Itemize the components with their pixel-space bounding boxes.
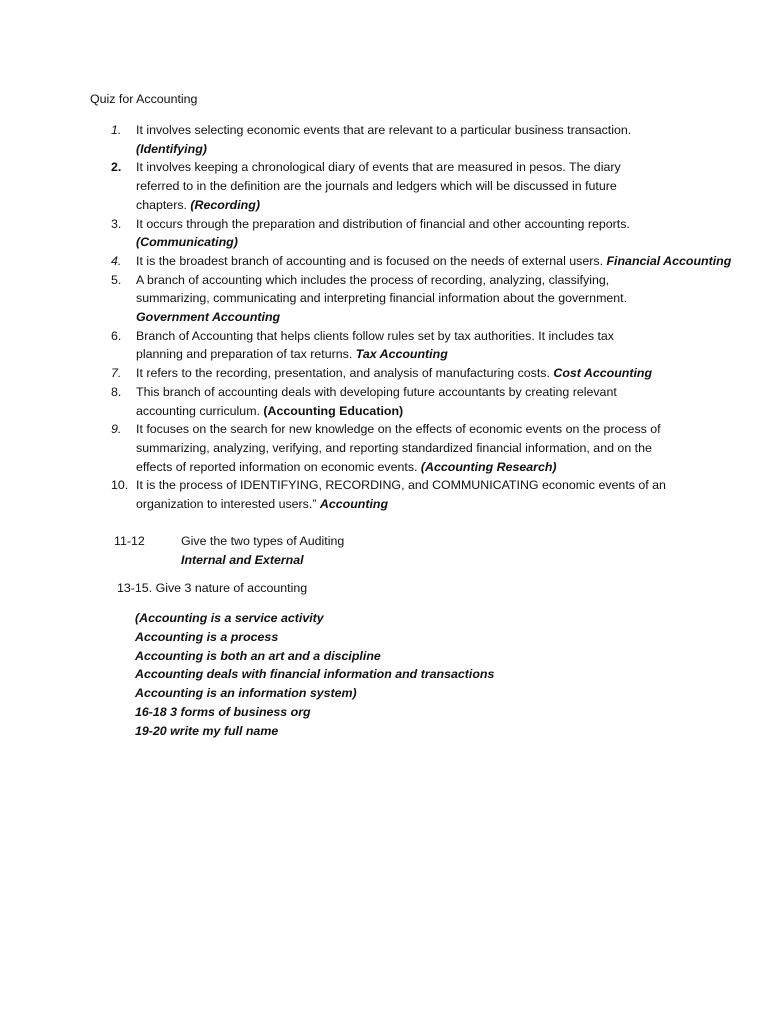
nature-answer-item: 16-18 3 forms of business org: [135, 704, 311, 719]
question-text-line: [136, 158, 690, 177]
question-number: 10.: [111, 478, 129, 493]
question-item: [90, 121, 690, 158]
question-answer: Financial Accounting: [606, 253, 732, 268]
question-text: It involves selecting economic events that are relevant to a particular business transaction.: [136, 123, 632, 137]
question-item: [90, 252, 732, 271]
question-text-line: [136, 177, 690, 196]
question-text: Give the two types of Auditing: [181, 534, 345, 548]
question-number: 11-12: [114, 534, 145, 548]
question-text: planning and preparation of tax returns.: [136, 347, 353, 362]
question-answer: Cost Accounting: [553, 366, 653, 381]
question-text-line: [136, 420, 690, 439]
question-answer: Tax Accounting: [355, 347, 448, 362]
question-text: A branch of accounting which includes the process of recording, analyzing, classifying,: [136, 272, 610, 287]
nature-answer-list: [135, 609, 494, 741]
question-text: referred to in the definition are the journals and ledgers which will be discussed in future: [136, 179, 617, 194]
question-number: 1.: [111, 123, 122, 137]
question-answer: Internal and External: [181, 553, 304, 567]
question-text-line: [136, 495, 690, 514]
question-text-line: [136, 252, 732, 271]
question-text-line: [136, 289, 690, 308]
question-text: It is the broadest branch of accounting and is focused on the needs of external users.: [136, 253, 604, 268]
question-text: chapters.: [136, 197, 187, 212]
question-answer-line: [136, 140, 690, 159]
question-text-line: [136, 327, 690, 346]
question-answer: Accounting: [319, 497, 389, 512]
question-number: 3.: [111, 216, 122, 231]
question-answer: (Communicating): [136, 235, 238, 250]
nature-answer-item: (Accounting is a service activity: [135, 611, 324, 625]
question-text: summarizing, communicating and interpreting financial information about the government.: [136, 291, 628, 306]
question-answer: (Accounting Education): [263, 403, 404, 418]
question-text-line: [136, 271, 690, 290]
nature-answer-item: Accounting is an information system): [135, 686, 357, 701]
question-text: effects of reported information on economic events.: [136, 459, 421, 474]
question-answer: (Recording): [190, 197, 260, 212]
question-text-line: [136, 476, 690, 495]
question-text-line: [136, 458, 690, 477]
question-item: [90, 383, 690, 420]
question-number: 5.: [111, 272, 122, 287]
question-item: [90, 215, 690, 252]
question-text: It involves keeping a chronological diary of events that are measured in pesos. The diary: [136, 160, 621, 175]
question-text: This branch of accounting deals with developing future accountants by creating relevant: [136, 384, 617, 399]
question-number: 6.: [111, 328, 122, 343]
nature-answer-item: Accounting deals with financial information and transactions: [135, 667, 495, 682]
question-item: [90, 364, 690, 383]
question-text-line: [136, 402, 690, 421]
question-answer: (Identifying): [136, 141, 207, 156]
question-text-line: [136, 215, 690, 234]
question-number: 7.: [111, 366, 122, 381]
question-text-line: [136, 364, 690, 383]
question-text-line: [136, 383, 690, 402]
question-text: It refers to the recording, presentation, and analysis of manufacturing costs.: [136, 366, 550, 381]
question-text-line: [136, 439, 690, 458]
question-text: It is the process of IDENTIFYING, RECORDING, and COMMUNICATING economic events of an: [136, 478, 666, 493]
question-text: summarizing, analyzing, verifying, and reporting standardized financial information, and on the: [136, 440, 652, 455]
question-13-15: 13-15. Give 3 nature of accounting: [117, 581, 308, 595]
question-answer-line: [136, 308, 690, 327]
page-title: Quiz for Accounting: [90, 92, 198, 106]
question-text: It focuses on the search for new knowledge on the effects of economic events on the process of: [136, 422, 661, 437]
nature-answer-item: 19-20 write my full name: [135, 723, 279, 738]
question-list: [90, 121, 732, 514]
nature-answer-item: Accounting is a process: [135, 629, 279, 644]
question-text: organization to interested users.”: [136, 497, 317, 512]
question-answer-line: [136, 233, 690, 252]
question-text-line: [136, 345, 690, 364]
question-item: [90, 420, 690, 476]
question-text-line: [136, 121, 690, 140]
question-text: Branch of Accounting that helps clients follow rules set by tax authorities. It includes tax: [136, 328, 614, 343]
question-text: It occurs through the preparation and distribution of financial and other accounting reports.: [136, 216, 630, 231]
question-answer: Government Accounting: [136, 310, 281, 325]
question-answer: (Accounting Research): [420, 459, 557, 474]
question-number: 8.: [111, 384, 122, 399]
question-number: 4.: [111, 253, 122, 268]
question-number: 2.: [111, 160, 122, 175]
question-number: 9.: [111, 422, 122, 437]
nature-answer-item: Accounting is both an art and a discipline: [135, 648, 381, 663]
question-item: [90, 476, 690, 513]
question-item: [90, 327, 690, 364]
question-text-line: [136, 196, 690, 215]
question-item: [90, 271, 690, 327]
question-item: [90, 158, 690, 214]
question-text: accounting curriculum.: [136, 403, 260, 418]
